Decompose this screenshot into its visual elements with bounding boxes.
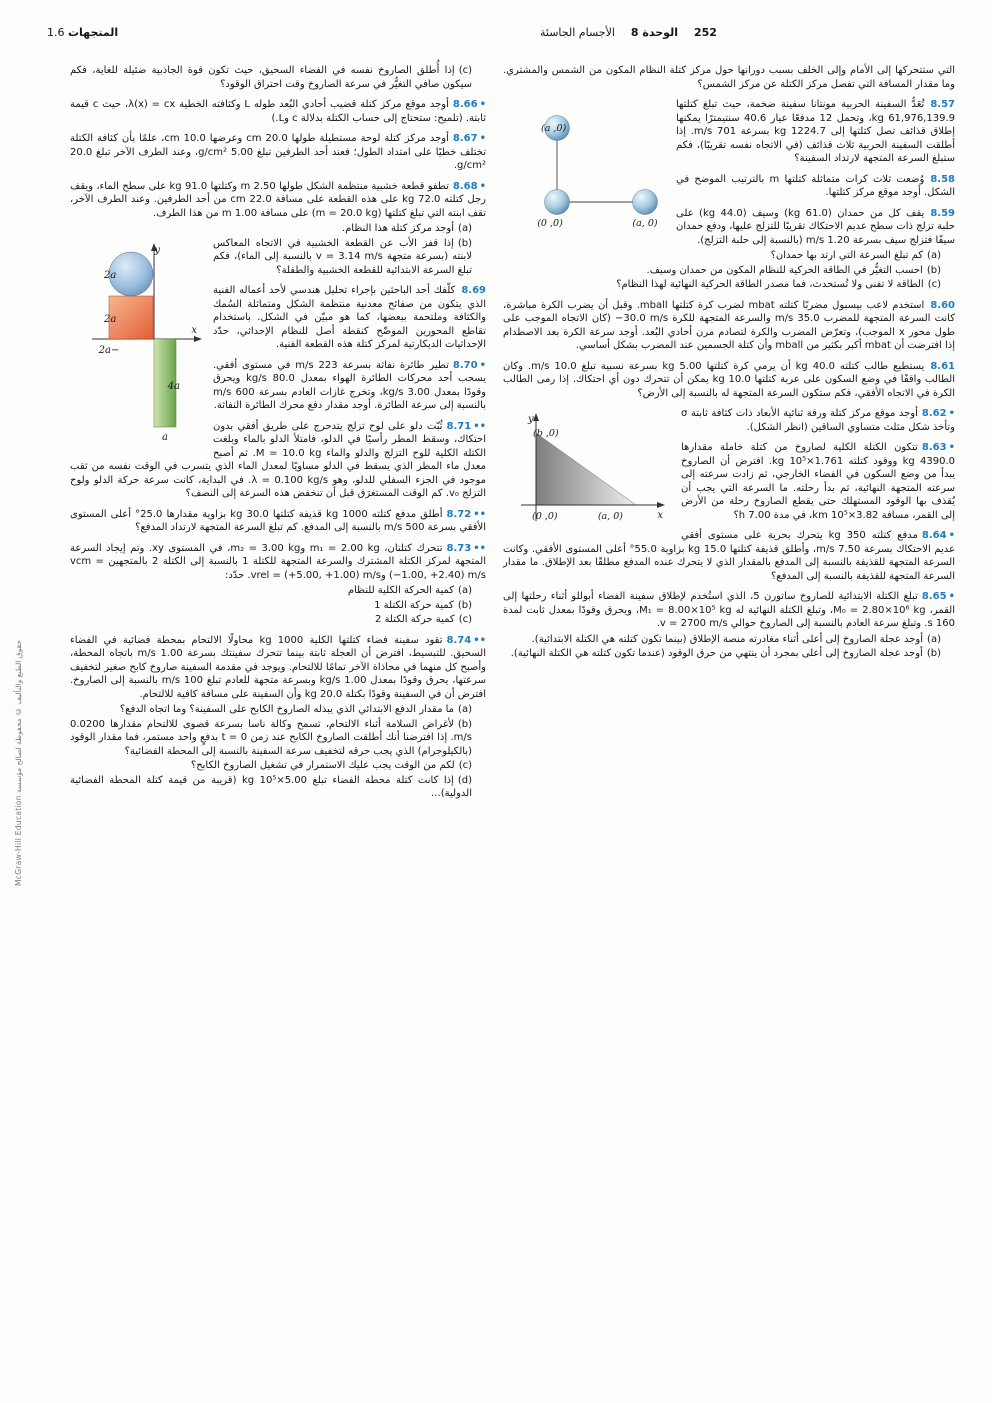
coord-label-origin: (0, 0) <box>537 218 563 229</box>
part-text: كمية الحركة الكلية للنظام <box>347 585 455 596</box>
problem-8-73 <box>70 542 486 627</box>
problem-part <box>503 278 941 292</box>
problem-number: 8.70 <box>452 359 478 371</box>
problem-number: 8.61 <box>930 360 955 372</box>
problem-number: 8.72 <box>446 508 472 520</box>
problem-part <box>70 759 472 773</box>
problem-text: أوجد موقع مركز كتلة ورقة ثنائية الأبعاد ذات كثافة ثابتة σ وتأخذ شكل مثلث متساوي الساقين (انظر الشكل). <box>681 408 955 433</box>
part-label: (b) <box>457 599 472 611</box>
part-text: أوجد مركز كتلة هذا النظام. <box>341 223 455 234</box>
coord-label-right: (a, 0) <box>632 218 658 229</box>
problem-number: 8.74 <box>446 634 472 646</box>
part-text: أوجد عجلة الصاروخ إلى أعلى أثناء مغادرته منصة الإطلاق (بينما تكون كتلته هي الكتلة الابتدائية). <box>531 633 924 645</box>
problem-statement <box>70 132 486 173</box>
part-text: احسب التغيُّر في الطاقة الحركية للنظام المكون من حمدان وسيف. <box>646 264 923 276</box>
bottom-left-coord-label: −2a <box>98 344 120 356</box>
difficulty-bullets: •• <box>473 634 486 646</box>
part-label: (a) <box>458 704 472 715</box>
problem-statement <box>503 529 955 583</box>
difficulty-bullets: • <box>479 180 486 192</box>
part-text: كم تبلغ السرعة التي ارتد بها حمدان؟ <box>770 250 924 261</box>
problem-statement <box>70 98 486 125</box>
problem-statement <box>503 360 955 401</box>
problem-number: 8.71 <box>446 420 472 432</box>
section-tab-number: 1.6 <box>47 26 65 39</box>
problem-text: كلّفك أحد الباحثين بإجراء تحليل هندسي لأحد أعماله الفنية الذي يتكون من صفائح معدنية منتظمة الشكل ومتماثلة السُمك والكثافة وملتحمة ببعضها، كما هو مبيّن في الشكل. باستخدام تقاطع المحورين الموضّح كنقطة أصل للنظام الإحداثي، حدّد الإحداثيات الديكارتية لمركز كتلة هذه القطعة الفنية. <box>213 285 486 350</box>
intro-continuation: التي ستتحركها إلى الأمام وإلى الخلف بسبب دورانها حول مركز كتلة النظام المكون من الشمس والمشتري. وما مقدار المسافة التي تفصل مركز الكتلة عن مركز الشمس؟ <box>503 65 955 90</box>
triangle-illustration <box>503 409 673 531</box>
problem-8-67 <box>70 132 486 173</box>
problem-8-65 <box>503 590 955 661</box>
part-label: (c) <box>927 279 941 290</box>
problem-number: 8.60 <box>930 299 956 311</box>
part-label: (a) <box>458 223 472 234</box>
problem-statement <box>70 508 486 535</box>
column-right <box>503 64 955 668</box>
problem-text: أوجد مركز كتلة لوحة مستطيلة طولها 20.0 cm وعرضها 10.0 cm، علمًا بأن كثافة الكتلة تختلف خطيًا على امتداد الطول؛ فعند أحد الطرفين تبلغ 5.00 g/cm²، وعند الطرف الآخر تبلغ 20.0 g/cm². <box>70 133 486 171</box>
artwork-illustration <box>70 239 205 444</box>
problem-number: 8.62 <box>921 408 947 419</box>
problem-text: تطير طائرة نفاثة بسرعة 223 m/s في مستوى أفقي. يسحب أحد محركات الطائرة الهواء بمعدل 80.0 kg/s ويحرق وقودًا بمعدل 3.00 kg/s، وتخرج غازات العادم بسرعة 600 m/s بالنسبة إلى سرعة الطائرة. أوجد مقدار دفع محرك الطائرة النفاثة. <box>213 359 486 411</box>
coord-label-top: (0, a) <box>541 123 567 134</box>
difficulty-bullets: •• <box>473 508 487 520</box>
part-label: (c) <box>458 760 472 771</box>
coord-label-right: (a, 0) <box>597 511 623 522</box>
coord-label-origin: (0, 0) <box>532 511 558 522</box>
part-label: (d) <box>457 774 472 786</box>
part-label: (b) <box>926 264 941 276</box>
problem-number: 8.59 <box>930 207 955 219</box>
part-text: إذا كانت كتلة محطة الفضاء تبلغ 5.00×10⁵ kg (قريبة من قيمة كتلة المحطة الفضائية الدولية)… <box>70 774 472 799</box>
carryover-part <box>70 64 472 91</box>
problem-statement <box>70 180 486 221</box>
problem-part <box>70 613 472 627</box>
page-number: 252 <box>693 26 717 39</box>
section-tab <box>40 26 118 39</box>
problem-number: 8.64 <box>921 530 947 541</box>
part-text: ما مقدار الدفع الابتدائي الذي يبذله الصاروخ الكابح على السفينة؟ وما اتجاه الدفع؟ <box>119 704 455 715</box>
sphere-right <box>633 190 658 215</box>
part-label: (a) <box>458 585 472 596</box>
part-text: إذا قفز الأب عن القطعة الخشبية في الاتجاه المعاكس لابنته (بسرعة متجهة v = 3.14 m/s بالنسبة إلى الماء)، فكم تبلغ السرعة الابتدائية للقطعة الخشبية والطفلة؟ <box>213 237 472 276</box>
problem-text: تقود سفينة فضاء كتلتها الكلية 1000 kg محاولًا الالتحام بمحطة فضائية في الفضاء السحيق. للتبسيط، افترض أن العجلة ثابتة بينما تتحرك سفينتك بسرعة 1.00 m/s باتجاه المحطة، وأصبح كل منهما في محاذاة الآخر تمامًا للالتحام. ويوجد في مقدمة السفينة صاروخ كابح صغير لتخفيف سرعتها، يحرق وقودًا بمعدل 1.00 kg/s وبسرعة متجهة للعادم تبلغ 100 m/s بالنسبة إلى الصاروخ. افترض أن في السفينة وقودًا بكتلة 20.0 kg وأن السفينة على مسافة كافية للالتحام. <box>70 634 486 700</box>
part-label: (b) <box>926 648 941 659</box>
difficulty-bullets: • <box>948 591 955 602</box>
problem-number: 8.63 <box>921 442 947 453</box>
triangle-shape <box>536 433 636 505</box>
part-label: (a) <box>927 633 941 645</box>
problem-statement <box>70 634 486 702</box>
problem-number: 8.67 <box>452 133 478 144</box>
problem-text: استخدم لاعب بيسبول مضربًا كتلته mbat لضرب كرة كتلتها mball. وقبل أن يضرب الكرة مباشرة، كانت السرعة المتجهة للمضرب 35.0 m/s والسرعة المتجهة للكرة ‎−30.0 m/s‎ (كان الاتجاه الموجب على طول محور x الموجب)، وتعرّض المضرب والكرة لتصادم مرن أحادي البُعد. أوجد سرعة الكرة بعد الاصطدام إذا افترضت أن mbat أكبر بكثير من mball وأن كتلة الجسمين عند المضرب بشكل أساسي. <box>503 299 955 351</box>
section-tab-label: المتجهات <box>68 26 119 39</box>
problem-text: أوجد موقع مركز كتلة قضيب أحادي البُعد طوله L وكثافته الخطية ‎λ(x) = cx‎، حيث c قيمة ثابتة. (تلميح: ستحتاج إلى حساب الكتلة بدلالة c وL.) <box>70 99 486 124</box>
problem-8-72 <box>70 508 486 535</box>
problem-number: 8.73 <box>446 542 472 554</box>
coord-label-top: (0, b) <box>533 428 559 439</box>
part-text: إذا أُطلق الصاروخ نفسه في الفضاء السحيق، حيث تكون قوة الجاذبية ضئيلة للغاية، فكم سيكون صافي التغيُّر في سرعة الصاروخ وقت احتراق الوقود؟ <box>70 65 472 90</box>
part-label: (b) <box>457 237 472 249</box>
problem-part <box>503 264 941 278</box>
problem-number: 8.65 <box>921 591 947 602</box>
problem-part <box>70 222 472 236</box>
problem-part <box>70 774 472 801</box>
problem-statement <box>503 299 955 353</box>
problem-text: تطفو قطعة خشبية منتظمة الشكل طولها 2.50 m وكتلتها 91.0 kg على سطح الماء، ويقف رجل كتلته 72.0 kg على هذه القطعة على مسافة 22.0 cm من أحد الطرفين. وعند الطرف الآخر، تقف ابنته التي تبلغ كتلتها (m = 20.0 kg) على مسافة 1.00 m من هذا الطرف. <box>70 180 486 219</box>
difficulty-bullets: •• <box>473 420 486 432</box>
part-text: الطاقة لا تفنى ولا تُستحدث، فما مصدر الطاقة الحركية النهائية لهذا النظام؟ <box>616 279 924 290</box>
circle-diameter-label: 2a <box>104 269 117 281</box>
column-left <box>70 64 486 808</box>
problem-number: 8.57 <box>930 99 955 110</box>
copyright-sidebar: حقوق الطبع والتأليف © محفوظة لصالح مؤسسة McGraw-Hill Education <box>14 640 23 886</box>
difficulty-bullets: • <box>479 359 486 371</box>
problem-8-60 <box>503 299 955 353</box>
problem-part <box>70 718 472 759</box>
square-height-label: 2a <box>104 313 117 325</box>
problem-text: مدفع كتلته 350 kg يتحرك بحرية على مستوى أفقي عديم الاحتكاك بسرعة 7.50 m/s، وأطلق قذيفة كتلتها 15.0 kg بزاوية 55.0° أعلى المستوى الأفقي. وكانت السرعة المتجهة للقذيفة بالنسبة إلى المدفع بالمقدار الذي لا يتحرك عنده المدفع مطلقًا بعد الإطلاق. ما مقدار السرعة المتجهة للقذيفة بالنسبة إلى المدفع؟ <box>503 530 956 582</box>
part-label: (b) <box>457 718 472 730</box>
problem-8-64 <box>503 529 955 583</box>
difficulty-bullets: • <box>479 99 486 110</box>
problem-text: تتكون الكتلة الكلية لصاروخ من كتلة خاملة مقدارها 4390.0 kg ووقود كتلته 1.761×10⁵ kg. افترض أن الصاروخ يبدأ من وضع السكون في الفضاء الخارجي، ثم زادت سرعته إلى سرعته المتجهة النهائية، ثم بدأ رحلته. ما السرعة التي يجب أن يُقذف بها الوقود المستهلك حتى يقطع الصاروخ رحلة من الأرض إلى القمر، مسافة 3.82×10⁵ km، في مدة 7.00 h؟ <box>681 442 956 521</box>
y-axis-label: y <box>154 244 160 256</box>
part-text: لأغراض السلامة أثناء الالتحام، تسمح وكالة ناسا بسرعة قصوى للالتحام مقدارها 0.0200 m/s. إذا افترضنا أنك أطلقت الصاروخ الكابح عند زمن t = 0 بدفعٍ واحد مستمر، فما مقدار الوقود (بالكيلوجرام) الذي يجب حرقه لتخفيف سرعة السفينة بالنسبة إلى المحطة الفضائية؟ <box>70 718 472 757</box>
difficulty-bullets: • <box>948 530 955 541</box>
difficulty-bullets: • <box>948 408 955 419</box>
problem-part <box>70 584 472 598</box>
difficulty-bullets: •• <box>473 542 486 554</box>
sphere-origin <box>545 190 570 215</box>
problem-part <box>503 633 941 647</box>
problem-8-66 <box>70 98 486 125</box>
three-spheres-illustration <box>503 100 668 232</box>
problem-text: وُضعت ثلاث كرات متماثلة كتلتها m بالترتيب الموضح في الشكل. أوجد موقع مركز كتلتها. <box>676 173 955 198</box>
unit-label: الوحدة 8 <box>630 26 678 39</box>
problem-text: ثُبّت دلو على لوح تزلج يتدحرج على طريق أفقي بدون احتكاك، وسقط المطر رأسيًا في الدلو، فامتلأ الدلو بالماء وبلغت الكتلة الكلية للوح التزلج والدلو والماء M = 10.0 kg. ثم أصبح معدل ماء المطر الذي يسقط في الدلو مساويًا لمعدل الماء الذي يتسرب في الوقت نفسه من ثقب موجود في الجزء السفلي للدلو، وهو ‎λ = 0.100 kg/s‎. في البداية، كانت سرعة حركة الدلو ولوح التزلج v₀. كم الوقت المستغرَق قبل أن تنخفض هذه السرعة إلى النصف؟ <box>70 420 486 499</box>
problem-text: يستطيع طالب كتلته 40.0 kg أن يرمي كرة كتلتها 5.00 kg بسرعة نسبية تبلغ 10.0 m/s. وكان الطالب واقفًا في وضع السكون على عربة كتلتها 10.0 kg يمكن أن تتحرك دون أي احتكاك. إذا رمى الطالب الكرة في الاتجاه الأفقي، فكم ستكون السرعة المتجهة له بالنسبة إلى الأرض؟ <box>503 360 956 399</box>
problem-part <box>70 599 472 613</box>
problem-8-74 <box>70 634 486 801</box>
page-header <box>0 26 992 46</box>
y-axis-label: y <box>528 414 534 425</box>
problem-statement <box>503 590 955 631</box>
rect-width-label: a <box>162 431 168 443</box>
problem-text: يقف كل من حمدان (61.0 kg) وسيف (44.0 kg) على حلبة تزلج ذات سطح عديم الاحتكاك تقريبًا للتزلج عليها، ودفع حمدان سيفًا فتزلج سيف بسرعة 1.20 m/s (بالنسبة إلى حلبة التزلج). <box>676 207 955 246</box>
problem-number: 8.66 <box>452 99 478 110</box>
problem-8-61 <box>503 360 955 401</box>
problem-number: 8.69 <box>461 285 486 296</box>
problem-number: 8.68 <box>452 180 478 192</box>
part-text: أوجد عجلة الصاروخ إلى أعلى بمجرد أن ينتهي من حرق الوقود (عندما تكون كتلته هي الكتلة النهائية). <box>510 648 923 659</box>
running-head <box>540 26 717 39</box>
problem-part <box>503 249 941 263</box>
difficulty-bullets: • <box>479 133 486 144</box>
part-text: كمية حركة الكتلة 2 <box>374 614 455 625</box>
rect-height-label: 4a <box>167 380 180 392</box>
chapter-title: الأجسام الجاسئة <box>540 26 615 39</box>
part-text: كمية حركة الكتلة 1 <box>374 599 454 611</box>
x-axis-label: x <box>191 324 197 336</box>
part-label: (c) <box>458 65 472 76</box>
problem-part <box>503 647 941 661</box>
problem-text: تتحرك كتلتان، m₁ = 2.00 kg وm₂ = 3.00 kg، في المستوى xy. وتم إيجاد السرعة المتجهة لمركز الكتلة المشترك والسرعة المتجهة للكتلة 1 بالنسبة إلى الكتلة 2 بالمتجهين ‎vcm = (−1.00, +2.40) m/s‎ و‎vrel = (+5.00, +1.00) m/s‎. حدّد: <box>70 542 487 581</box>
problem-text: تُعَدُّ السفينة الحربية مونتانا سفينة ضخمة، حيث تبلغ كتلتها 61,976,139.9 kg، وتحمل 12 مدفعًا عيار 40.6 سنتيمترًا يمكنها إطلاق قذائف تصل كتلتها إلى 1224.7 kg بسرعة 701 m/s. إذا أطلقت السفينة الحربية ثلاث قذائف (في الاتجاه نفسه تقريبًا)، فكم ستبلغ السرعة المتجهة لارتداد السفينة؟ <box>676 99 955 164</box>
x-axis-label: x <box>657 510 663 521</box>
part-label: (a) <box>927 250 941 261</box>
figure-three-spheres <box>503 100 668 237</box>
problem-statement <box>70 542 486 583</box>
problem-text: أطلق مدفع كتلته 1000 kg قذيفة كتلتها 30.0 kg بزاوية مقدارها 25.0° أعلى المستوى الأفقي بسرعة 500 m/s بالنسبة إلى المدفع. كم تبلغ السرعة المتجهة لارتداد المدفع؟ <box>70 508 486 533</box>
figure-artwork-shapes <box>70 239 205 449</box>
problem-number: 8.58 <box>930 173 955 185</box>
problem-part <box>70 703 472 717</box>
part-text: لكم من الوقت يجب عليك الاستمرار في تشغيل الصاروخ الكابح؟ <box>190 760 455 771</box>
part-label: (c) <box>458 614 472 625</box>
figure-triangle-sheet <box>503 409 673 536</box>
difficulty-bullets: • <box>948 442 955 453</box>
problem-text: تبلغ الكتلة الابتدائية للصاروخ ساتورن 5، الذي استُخدم لإطلاق سفينة الفضاء أبوللو أثناء رحلتها إلى القمر، M₀ = 2.80×10⁶ kg، وتبلغ الكتلة النهائية له M₁ = 8.00×10⁵ kg، ويحرق وقودًا بمعدل ثابت لمدة 160 s. وتبلغ سرعة العادم بالنسبة إلى الصاروخ حوالي v = 2700 m/s. <box>503 591 955 629</box>
